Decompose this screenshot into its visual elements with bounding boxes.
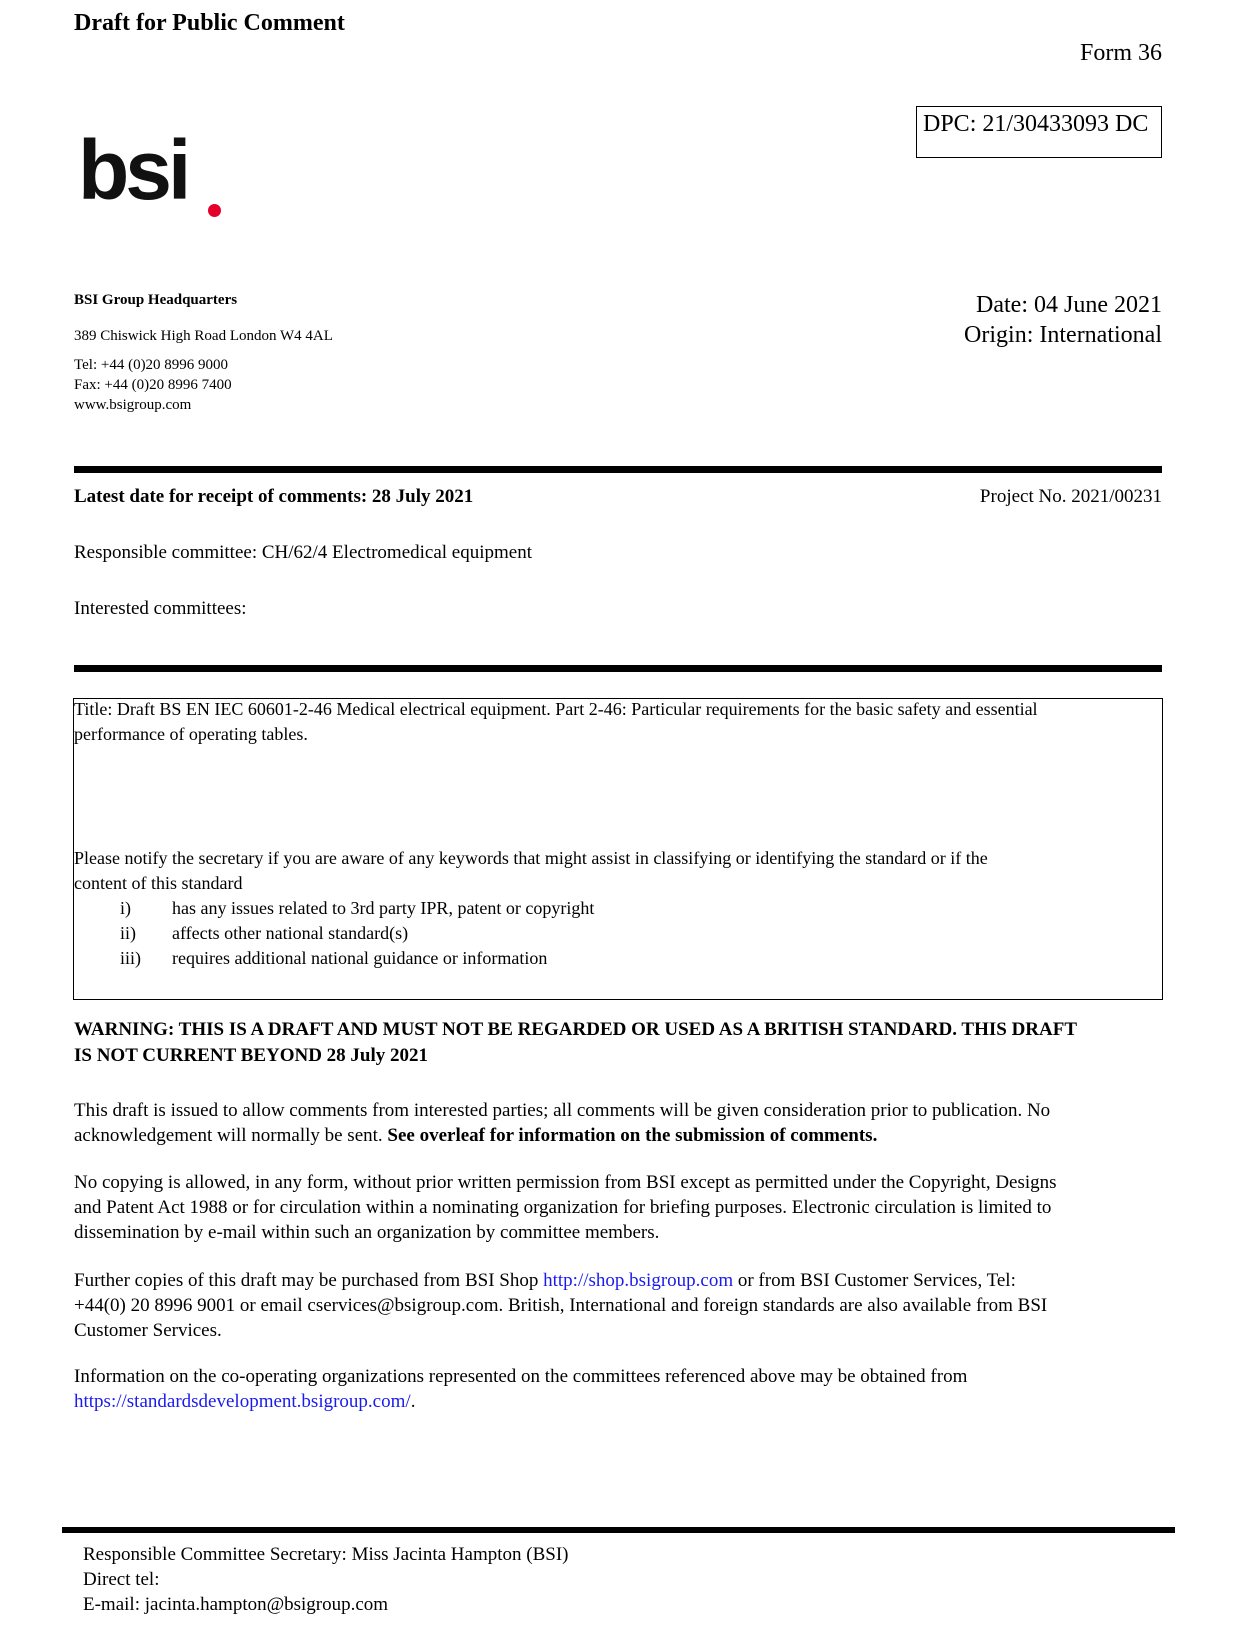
paragraph-4-line-1: Information on the co-operating organizations represented on the committees referenced above may be obtained from (74, 1366, 968, 1387)
dpc-reference: DPC: 21/30433093 DC (923, 111, 1149, 137)
interested-committees: Interested committees: (74, 598, 247, 619)
hq-fax: Fax: +44 (0)20 8996 7400 (74, 377, 232, 393)
standards-development-link[interactable]: https://standardsdevelopment.bsigroup.com/ (74, 1391, 411, 1412)
direct-tel: Direct tel: (83, 1569, 160, 1590)
paragraph-4-line-2 (74, 1391, 415, 1413)
bsi-logo-text: bsi (78, 123, 188, 217)
list-item-text: affects other national standard(s) (172, 923, 409, 943)
paragraph-3-line-1 (74, 1270, 1016, 1292)
divider-middle (74, 665, 1162, 672)
list-item-number: ii) (120, 923, 136, 943)
bsi-logo (78, 123, 188, 217)
paragraph-3-line-2: +44(0) 20 8996 9001 or email cservices@bsigroup.com. British, International and foreign standards are also available from BSI (74, 1295, 1048, 1316)
hq-website: www.bsigroup.com (74, 397, 192, 413)
comments-deadline: Latest date for receipt of comments: 28 July 2021 (74, 486, 474, 507)
paragraph-1-text: acknowledgement will normally be sent. (74, 1125, 383, 1146)
paragraph-2-line-3: dissemination by e-mail within such an organization by committee members. (74, 1222, 660, 1243)
notify-text-line-1: Please notify the secretary if you are aware of any keywords that might assist in classifying or identifying the standard or if the (74, 848, 988, 868)
list-item (120, 948, 547, 969)
responsible-committee: Responsible committee: CH/62/4 Electromedical equipment (74, 542, 533, 563)
form-number: Form 36 (1079, 40, 1162, 66)
paragraph-3-line-3: Customer Services. (74, 1320, 222, 1341)
list-item-text: requires additional national guidance or information (172, 948, 548, 968)
divider-top (74, 466, 1162, 473)
list-item-number: iii) (120, 948, 141, 968)
paragraph-2-line-2: and Patent Act 1988 or for circulation within a nominating organization for briefing purposes. Electronic circulation is limited to (74, 1197, 1052, 1218)
draft-label: Draft for Public Comment (74, 10, 345, 36)
paragraph-1-line-1: This draft is issued to allow comments from interested parties; all comments will be given consideration prior to publication. No (74, 1100, 1051, 1121)
project-number: Project No. 2021/00231 (979, 486, 1162, 507)
document-origin: Origin: International (964, 322, 1162, 348)
submission-note: See overleaf for information on the submission of comments. (387, 1125, 878, 1146)
paragraph-3-text: Further copies of this draft may be purchased from BSI Shop (74, 1270, 539, 1291)
notify-text-line-2: content of this standard (74, 873, 243, 893)
standard-title-line-1: Title: Draft BS EN IEC 60601-2-46 Medical electrical equipment. Part 2-46: Particular requirements for the basic safety and essential (74, 699, 1038, 719)
secretary-email: E-mail: jacinta.hampton@bsigroup.com (83, 1594, 389, 1615)
warning-line-2: IS NOT CURRENT BEYOND 28 July 2021 (74, 1045, 429, 1066)
dpc-reference-box (916, 106, 1162, 158)
paragraph-3-text-cont: or from BSI Customer Services, Tel: (737, 1270, 1016, 1291)
paragraph-1-line-2 (74, 1125, 877, 1147)
standard-title-line-2: performance of operating tables. (74, 724, 308, 744)
list-item (120, 923, 408, 944)
divider-footer (62, 1527, 1175, 1533)
list-item-text: has any issues related to 3rd party IPR, patent or copyright (172, 898, 595, 918)
hq-street: 389 Chiswick High Road London W4 4AL (74, 328, 333, 344)
bsi-logo-dot (208, 204, 221, 217)
title-box (73, 698, 1163, 1000)
hq-name: BSI Group Headquarters (74, 292, 238, 308)
committee-secretary: Responsible Committee Secretary: Miss Jacinta Hampton (BSI) (83, 1544, 569, 1565)
list-item-number: i) (120, 898, 131, 918)
document-date: Date: 04 June 2021 (976, 292, 1162, 318)
hq-tel: Tel: +44 (0)20 8996 9000 (74, 357, 229, 373)
paragraph-4-suffix: . (410, 1391, 416, 1412)
paragraph-2-line-1: No copying is allowed, in any form, without prior written permission from BSI except as permitted under the Copyright, Designs (74, 1172, 1057, 1193)
list-item (120, 898, 594, 919)
warning-line-1: WARNING: THIS IS A DRAFT AND MUST NOT BE REGARDED OR USED AS A BRITISH STANDARD. THIS DRAFT (74, 1019, 1078, 1040)
shop-link[interactable]: http://shop.bsigroup.com (543, 1270, 734, 1291)
